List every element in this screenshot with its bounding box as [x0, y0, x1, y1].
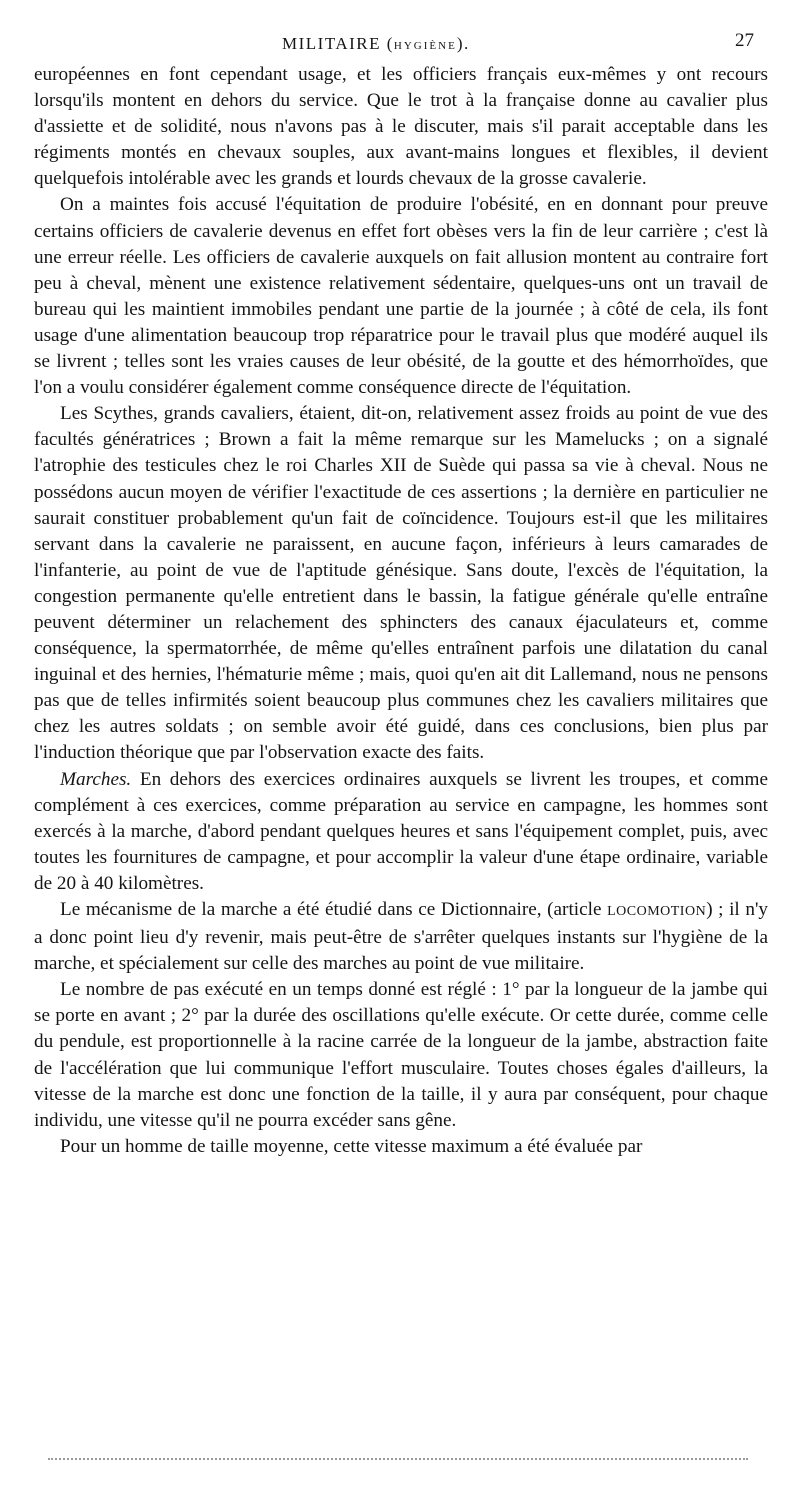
paragraph-scythes: Les Scythes, grands cavaliers, étaient, dit-on, relativement assez froids au point de vue des facultés génératrices ; Brown a fait la même remarque sur les Mamelucks ; on a signalé l'atrophie des testicules chez le roi Charles XII de Suède qui passa sa vie à cheval. Nous ne possédons aucun moyen de vérifier l'exactitude de ces assertions ; la dernière en particulier ne saurait constituer probablement qu'un fait de coïncidence. Toujours est-il que les militaires servant dans la cavalerie ne paraissent, en aucune façon, inférieurs à leurs camarades de l'infanterie, au point de vue de l'aptitude génésique. Sans doute, l'excès de l'équitation, la congestion permanente qu'elle entretient dans le bassin, la fatigue générale qu'elle entraîne peuvent déterminer un relachement des sphincters des canaux éjaculateurs et, comme conséquence, la spermatorrhée, de même qu'elles entraînent parfois une dilatation du canal inguinal et des hernies, l'hématurie même ; mais, quoi qu'en ait dit Lallemand, nous ne pensons pas que de telles infirmités soient beaucoup plus communes chez les cavaliers militaires que chez les autres soldats ; on semble avoir été guidé, dans ces conclusions, bien plus par l'induction théorique que par l'observation exacte des faits. — [34, 403, 768, 764]
paragraph-equitation-trot: européennes en font cependant usage, et les officiers français eux-mêmes y ont recours lorsqu'ils montent en dehors du service. Que le trot à la française donne au cavalier plus d'assiette et de solidité, nous n'avons pas à le discuter, mais s'il parait acceptable dans les régiments montés en chevaux souples, aux avant-mains longues et flexibles, il devient quelquefois intolérable avec les grands et lourds chevaux de la grosse cavalerie. — [34, 64, 768, 190]
running-title-sub: HYGIÈNE — [393, 40, 457, 52]
page-bottom-rule — [48, 1458, 748, 1460]
paragraph-taille-moyenne: Pour un homme de taille moyenne, cette vitesse maximum a été évaluée par — [60, 1135, 643, 1157]
section-heading-marches: Marches. — [60, 768, 132, 790]
paragraph-mecanisme-start: Le mécanisme de la marche a été étudié dans ce Dictionnaire, (article — [60, 899, 608, 920]
paragraph-nombre-de-pas: Le nombre de pas exécuté en un temps donné est réglé : 1° par la longueur de la jambe qui se porte en avant ; 2° par la durée des oscillations qu'elle exécute. Or cette durée, comme celle du pendule, est proportionnelle à la racine carrée de la longueur de la jambe, abstraction faite de l'accélération que lui communique l'effort musculaire. Toutes choses égales d'ailleurs, la vitesse de la marche est donc une fonction de la taille, il y aura par conséquent, pour chaque individu, une vitesse qu'il ne pourra excéder sans gêne. — [34, 979, 768, 1131]
running-title-end: ). — [456, 34, 470, 53]
paragraph-mecanisme-end: ) ; il n'y a donc point lieu d'y revenir, mais peut-être de s'arrêter quelques instants sur l'hygiène de la marche, et spécialement sur celle des marches au point de vue militaire. — [34, 899, 768, 975]
running-title — [282, 34, 470, 54]
paragraph-marches — [34, 767, 768, 897]
article-reference: LOCOMOTION — [607, 904, 707, 919]
page-number: 27 — [735, 30, 754, 51]
document-page — [34, 28, 768, 1160]
running-head — [34, 28, 768, 62]
running-title-main: MILITAIRE ( — [282, 34, 394, 53]
paragraph-mecanisme — [34, 897, 768, 977]
body-text — [34, 62, 768, 1160]
paragraph-marches-text: En dehors des exercices ordinaires auxquels se livrent les troupes, et comme complément à ces exercices, comme préparation au service en campagne, les hommes sont exercés à la marche, d'abord pendant quelques heures et sans l'équipement complet, puis, avec toutes les fournitures de campagne, et pour accomplir la valeur d'une étape ordinaire, variable de 20 à 40 kilomètres. — [34, 768, 768, 894]
paragraph-obesite: On a maintes fois accusé l'équitation de produire l'obésité, en en donnant pour preuve certains officiers de cavalerie devenus en effet fort obèses vers la fin de leur carrière ; c'est là une erreur réelle. Les officiers de cavalerie auxquels on fait allusion montent au contraire fort peu à cheval, mènent une existence relativement sédentaire, quelques-uns ont un travail de bureau qui les maintient immobiles pendant une partie de la journée ; à côté de cela, ils font usage d'une alimentation beaucoup trop réparatrice pour le travail plus que modéré auquel ils se livrent ; telles sont les vraies causes de leur obésité, de la goutte et des hémorrhoïdes, que l'on a voulu considérer également comme conséquence directe de l'équitation. — [34, 194, 768, 399]
